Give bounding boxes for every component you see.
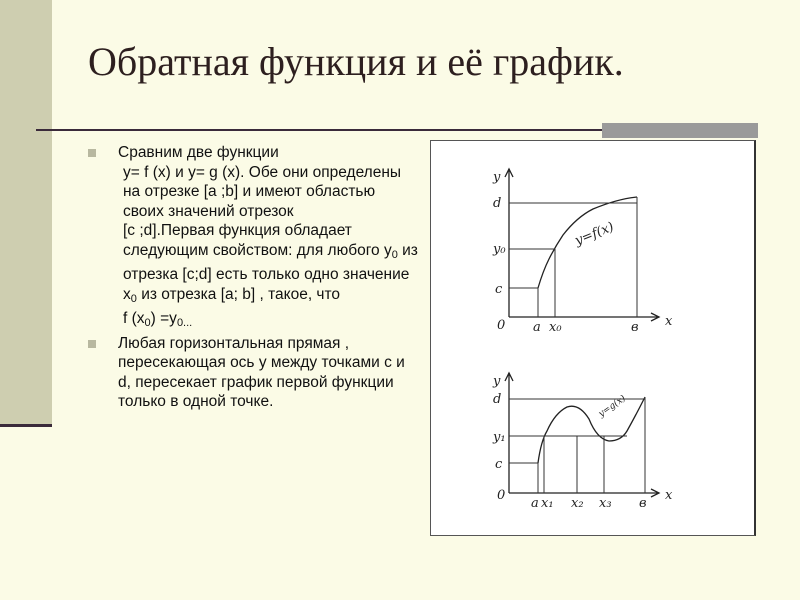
equation-text: [88, 309, 418, 334]
graph-g: [492, 373, 673, 511]
equation-a: f (x: [123, 310, 145, 327]
slide-title: Обратная функция и её график.: [88, 39, 624, 84]
title-rule-block: [602, 123, 758, 138]
tick-y1: y₁: [493, 430, 506, 445]
x-axis-label-1: x: [665, 314, 673, 329]
functions-text: y= f (x) и y= g (x). Обе они определены на отрезке [a ;b] и имеют областью своих значений отрезок: [123, 163, 402, 220]
sidebar-divider: [0, 424, 52, 427]
tick-x1: x₁: [541, 496, 554, 511]
intro-text: Сравним две функции: [118, 144, 279, 161]
property-text-c: из отрезка [a; b] , такое, что: [141, 285, 341, 303]
x-axis-label-2: x: [665, 488, 673, 503]
bullet-item-2: [88, 334, 418, 412]
tick-b-2: в: [639, 496, 647, 511]
origin-label-1: 0: [497, 318, 506, 333]
horizontal-line-text: Любая горизонтальная прямая , пересекающая ось y между точками c и d, пересекает график первой функции только в одной точке.: [118, 334, 405, 410]
property-text-b: из отрезка [c;d] есть только одно значение x: [123, 241, 418, 303]
graph-f: [492, 169, 673, 335]
tick-a-1: a: [533, 320, 541, 335]
tick-d-2: d: [493, 392, 502, 407]
curve-label-g: y=g(x): [596, 393, 628, 420]
tick-c-1: c: [495, 282, 503, 297]
property-text-a: [c ;d].Первая функция обладает следующим свойством: для любого y: [123, 222, 392, 259]
bullet-icon: [88, 149, 96, 157]
subscript: 0: [144, 317, 151, 329]
y-axis-label-1: y: [493, 170, 501, 185]
subscript: 0: [130, 292, 137, 305]
graphs-svg: [431, 141, 755, 535]
property-text: [88, 221, 418, 309]
bullet-item-1: [88, 143, 418, 163]
tick-x0: x₀: [549, 320, 562, 335]
slide-body: [88, 143, 418, 412]
curve-label-f: y=f(x): [572, 219, 617, 249]
tick-x2: x₂: [571, 496, 584, 511]
equation-b: ) =y: [150, 310, 177, 327]
tick-b-1: в: [631, 320, 639, 335]
sidebar-stripe: [0, 0, 52, 426]
bullet-icon: [88, 340, 96, 348]
subscript: 0...: [176, 317, 193, 329]
y-axis-label-2: y: [493, 374, 501, 389]
tick-y0: y₀: [493, 242, 506, 257]
subscript: 0: [391, 248, 398, 261]
curve-g: [538, 397, 645, 463]
tick-x3: x₃: [599, 496, 612, 511]
tick-c-2: c: [495, 457, 503, 472]
tick-d-1: d: [493, 196, 502, 211]
tick-a-2: a: [531, 496, 539, 511]
graphs-figure: [430, 140, 756, 536]
origin-label-2: 0: [497, 488, 506, 503]
title-rule: [36, 129, 602, 131]
